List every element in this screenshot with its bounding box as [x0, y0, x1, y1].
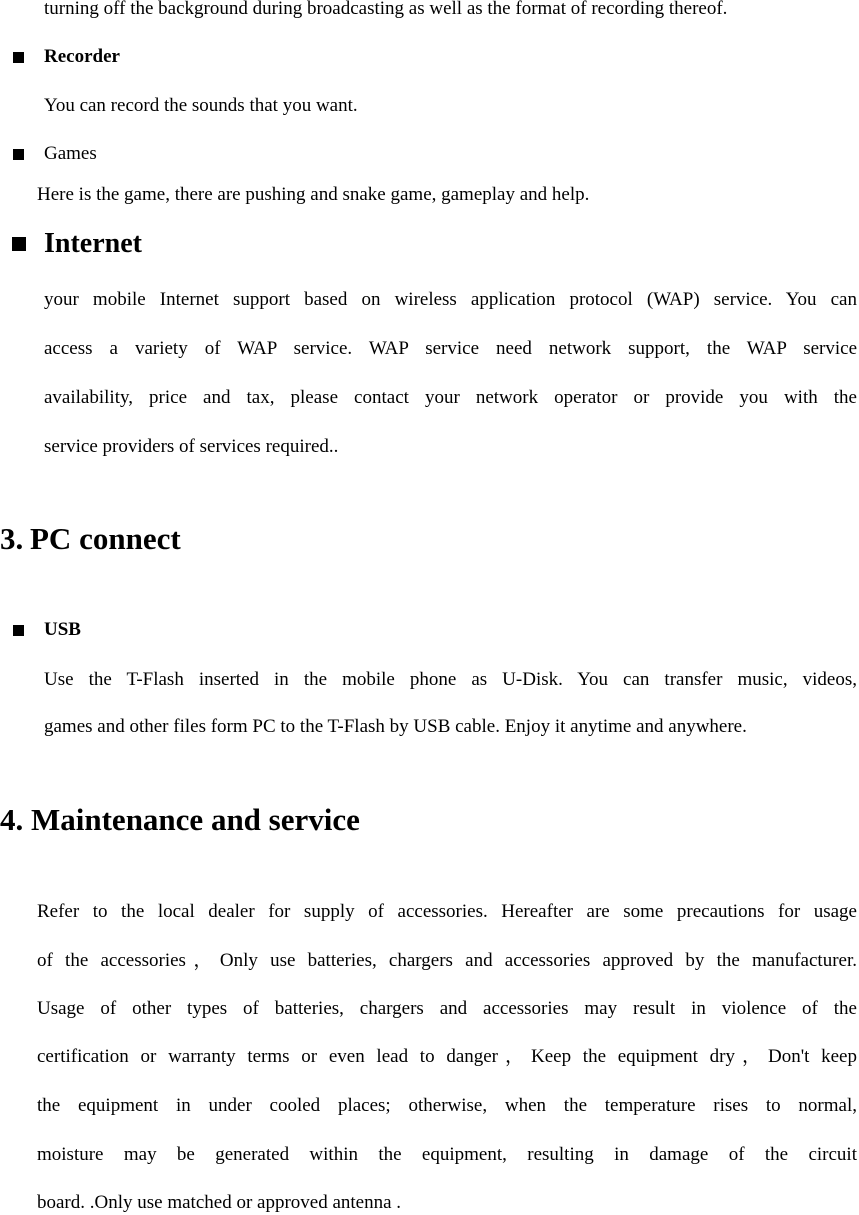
games-text: Here is the game, there are pushing and snake game, gameplay and help.	[37, 184, 590, 205]
bullet-square-icon	[13, 52, 24, 63]
usb-title: USB	[44, 619, 81, 640]
section-number: 3.	[0, 521, 24, 556]
maintenance-paragraph-line: moisture may be generated within the equipment, resulting in damage of the circuit	[37, 1144, 857, 1165]
internet-paragraph-line: service providers of services required..	[44, 436, 339, 457]
maintenance-paragraph-line: the equipment in under cooled places; otherwise, when the temperature rises to normal,	[37, 1095, 857, 1116]
maintenance-paragraph-line: Refer to the local dealer for supply of accessories. Hereafter are some precautions for usage	[37, 901, 857, 922]
games-title: Games	[44, 143, 97, 164]
maintenance-paragraph-line: of the accessories，Only use batteries, chargers and accessories approved by the manufacturer.	[37, 950, 857, 971]
internet-title: Internet	[44, 228, 142, 259]
bullet-square-icon	[12, 237, 26, 251]
bullet-square-icon	[13, 149, 24, 160]
usb-paragraph-line: Use the T-Flash inserted in the mobile phone as U-Disk. You can transfer music, videos,	[44, 669, 857, 690]
maintenance-paragraph-line: Usage of other types of batteries, chargers and accessories may result in violence of the	[37, 998, 857, 1019]
maintenance-paragraph-line: board. .Only use matched or approved antenna .	[37, 1192, 402, 1213]
internet-paragraph-line: availability, price and tax, please contact your network operator or provide you with the	[44, 387, 857, 408]
maintenance-paragraph-line: certification or warranty terms or even lead to danger，Keep the equipment dry，Don't keep	[37, 1046, 857, 1067]
recorder-text: You can record the sounds that you want.	[44, 95, 358, 116]
intro-line: turning off the background during broadcasting as well as the format of recording thereof.	[44, 0, 728, 19]
section-title-maintenance: 4. Maintenance and service	[0, 802, 360, 837]
usb-paragraph-line: games and other files form PC to the T-Flash by USB cable. Enjoy it anytime and anywhere.	[44, 716, 747, 737]
recorder-title: Recorder	[44, 46, 120, 67]
bullet-square-icon	[13, 625, 24, 636]
section-title-pc-connect: PC connect	[30, 521, 181, 556]
internet-paragraph-line: access a variety of WAP service. WAP service need network support, the WAP service	[44, 338, 857, 359]
internet-paragraph-line: your mobile Internet support based on wireless application protocol (WAP) service. You can	[44, 289, 857, 310]
